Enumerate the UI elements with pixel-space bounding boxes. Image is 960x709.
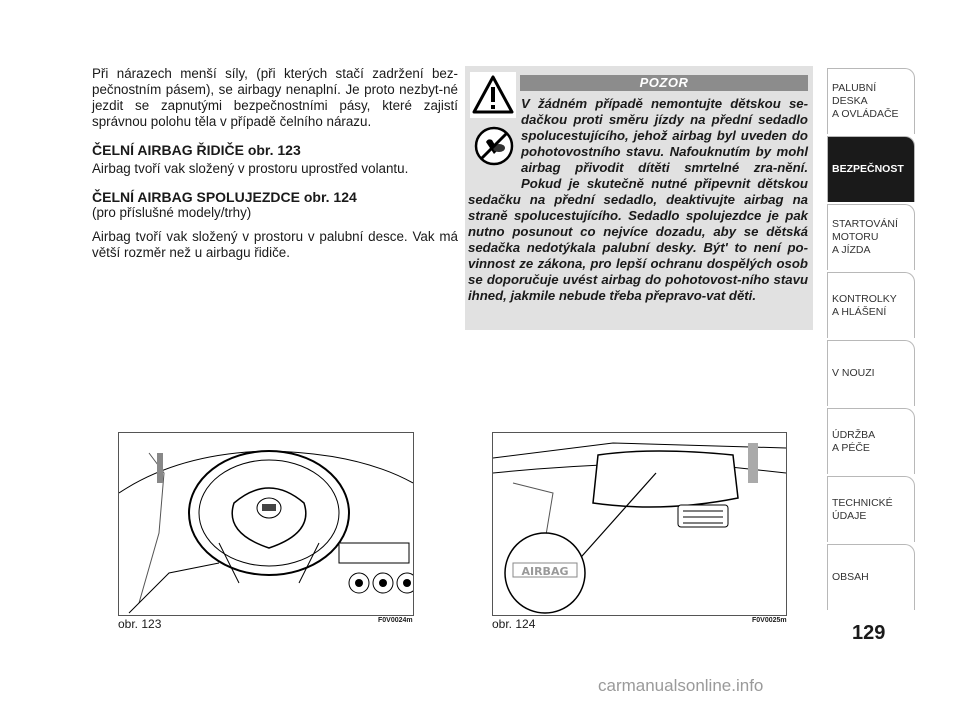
- heading-passenger-airbag: ČELNÍ AIRBAG SPOLUJEZDCE obr. 124: [92, 189, 357, 205]
- sidebar-tab[interactable]: [827, 136, 915, 202]
- sidebar-tab[interactable]: [827, 476, 915, 542]
- passenger-airbag-subtitle: (pro příslušné modely/trhy): [92, 205, 252, 220]
- sidebar-tab-label: MOTORU: [832, 231, 879, 243]
- driver-airbag-text: Airbag tvoří vak složený v prostoru uprostřed volantu.: [92, 161, 409, 176]
- sidebar-tab-label: A PÉČE: [832, 441, 870, 454]
- sidebar-tab-label: STARTOVÁNÍ: [832, 218, 898, 230]
- sidebar-tab-label: ÚDRŽBA: [832, 428, 876, 441]
- sidebar-tab-label: OBSAH: [832, 571, 869, 583]
- figure-124-caption: obr. 124: [492, 617, 536, 631]
- heading-driver-airbag: ČELNÍ AIRBAG ŘIDIČE obr. 123: [92, 142, 301, 158]
- sidebar-tab[interactable]: [827, 340, 915, 406]
- page-number: 129: [852, 622, 886, 644]
- sidebar-tab-label: A HLÁŠENÍ: [832, 305, 887, 318]
- sidebar-tab-label: PALUBNÍ DESKA: [832, 82, 877, 107]
- sidebar-tab-label: TECHNICKÉ: [832, 496, 893, 509]
- airbag-label: AIRBAG: [521, 565, 569, 578]
- figure-124-code: F0V0025m: [752, 617, 787, 624]
- left-column: [92, 66, 458, 269]
- passenger-airbag-text: Airbag tvoří vak složený v prostoru v palubní desce. Vak má větší rozměr než u airbagu řidiče.: [92, 229, 458, 260]
- figure-steering-wheel: [118, 432, 414, 616]
- warning-title: POZOR: [520, 75, 808, 91]
- sidebar-tab-label: BEZPEČNOST: [832, 163, 904, 175]
- sidebar-tab-label: ÚDAJE: [832, 509, 867, 522]
- figure-dashboard-airbag: [492, 432, 787, 616]
- warning-text: V žádném případě nemontujte dětskou se-dačkou proti směru jízdy na přední sedadlo spolucestujícího, jehož airbag byl uveden do pohotovostního stavu. Nafouknutím by mohl airbag přivodit dítěti smrtelné zra-nění. Pokud je skutečně nutné připevnit dětskou sedačku na přední sedadlo, deaktivujte airbag na straně spolucestujícího. Sedadlo spolujezdce je pak nutno posunout co nejvíce dozadu, aby se dětská sedačka nedotýkala palubní desky. Být' to není po-vinnost ze zákona, pro lepší ochranu dospělých osob se doporučuje uvést airbag do pohotovost-ního stavu ihned, jakmile nebude třeba přepravo-vat děti.: [468, 96, 808, 303]
- sidebar-tab[interactable]: [827, 408, 915, 474]
- figure-123-code: F0V0024m: [378, 617, 413, 624]
- sidebar-tab-label: A JÍZDA: [832, 244, 871, 256]
- sidebar-tab[interactable]: [827, 544, 915, 610]
- figure-123-caption: obr. 123: [118, 617, 162, 631]
- sidebar-tab-label: V NOUZI: [832, 367, 875, 379]
- sidebar-tab-label: A OVLÁDAČE: [832, 108, 899, 120]
- sidebar-tab-label: KONTROLKY: [832, 292, 897, 305]
- sidebar-tab[interactable]: [827, 272, 915, 338]
- watermark: carmanualsonline.info: [598, 676, 764, 695]
- chapter-sidebar: [827, 68, 915, 612]
- warning-box: [465, 66, 813, 330]
- sidebar-tab[interactable]: [827, 68, 915, 134]
- sidebar-tab[interactable]: [827, 204, 915, 270]
- intro-paragraph: Při nárazech menší síly, (při kterých stačí zadržení bez-pečnostním pásem), se airbagy nenaplní. Je proto nezbyt-né jezdit se zapnutými bezpečnostními pásy, které zajistí správnou polohu těla v případě čelního nárazu.: [92, 66, 458, 129]
